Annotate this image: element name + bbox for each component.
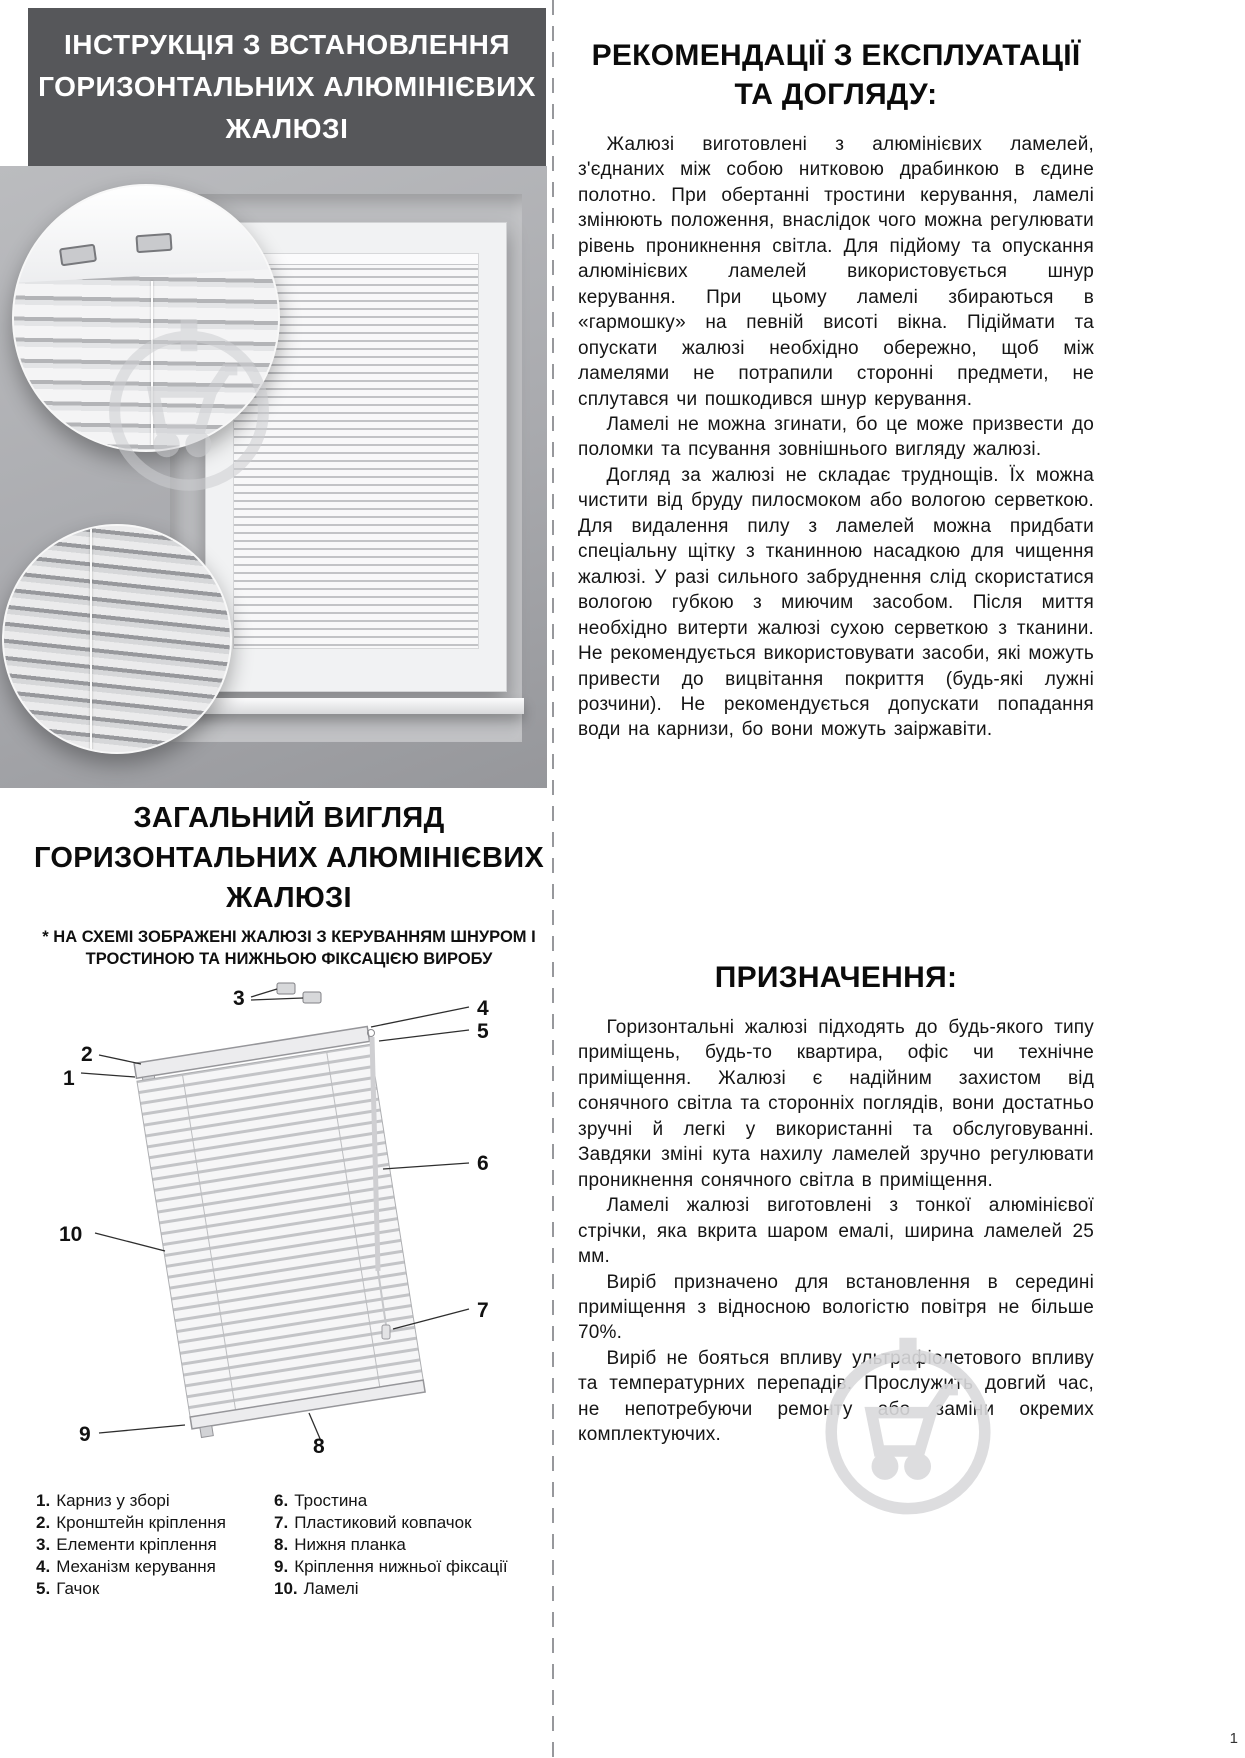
callout-1: 1 [63, 1067, 75, 1090]
overview-title-line: ЗАГАЛЬНИЙ ВИГЛЯД [133, 802, 445, 834]
legend-item-number: 6. [274, 1491, 289, 1510]
plastic-cap [382, 1325, 390, 1339]
legend-item-label: Тростина [294, 1491, 368, 1510]
legend-item-number: 9. [274, 1557, 289, 1576]
overview-note-line: * НА СХЕМІ ЗОБРАЖЕНІ ЖАЛЮЗІ З КЕРУВАННЯМ ШНУРОМ І [42, 928, 536, 946]
callout-2: 2 [81, 1043, 93, 1066]
detail-circle-slats [2, 524, 232, 754]
legend-item [274, 1534, 548, 1556]
mounting-clip-icon [277, 983, 295, 994]
legend-item-label: Кронштейн кріплення [56, 1513, 226, 1532]
legend-item [274, 1512, 548, 1534]
legend-item-label: Кріплення нижньої фіксації [294, 1557, 508, 1576]
installation-photo [0, 166, 547, 788]
callout-8: 8 [313, 1435, 325, 1458]
care-paragraph: Догляд за жалюзі не складає труднощів. Їх можна чистити від бруду пилосмоком або вологою серветкою. Для видалення пилу з ламелей можна придбати спеціальну щітку з тканинною насадкою для чищення жалюзі. У разі сильного забруднення слід скористатися вологою губкою з миючим засобом. Після миття необхідно витерти жалюзі сухою серветкою з тканини. Не рекомендується використовувати засоби, які можуть привести до вицвітання покриття (будь-які лужні розчини). Не рекомендується допускати попадання води на карнизи, бо вони можуть заіржавіти. [578, 464, 1094, 741]
care-title-line: ТА ДОГЛЯДУ: [734, 78, 938, 111]
purpose-paragraph: Виріб призначено для встановлення в середині приміщення з відносною вологістю повітря не більше 70%. [578, 1271, 1094, 1344]
legend-item-label: Карниз у зборі [56, 1491, 170, 1510]
legend-item-label: Нижня планка [294, 1535, 406, 1554]
callout-9: 9 [79, 1423, 91, 1446]
care-section [578, 36, 1094, 743]
legend-item-number: 1. [36, 1491, 51, 1510]
purpose-paragraph: Горизонтальні жалюзі підходять до будь-якого типу приміщень, будь-то квартира, офіс чи технічне приміщення. Жалюзі є надійним захистом від сонячного світла та сторонніх поглядів, вони достатньо зручні й легкі у використанні та обслуговуванні. Завдяки зміні кута нахилу ламелей зручно регулювати проникнення сонячного світла в приміщення. [578, 1017, 1094, 1191]
legend-item-number: 8. [274, 1535, 289, 1554]
purpose-paragraph: Виріб не бояться впливу ультрафіолетового впливу та температурних перепадів. Прослужить довгий час, не непотребуючи ремонту або заміни окремих комплектуючих. [578, 1347, 1094, 1446]
legend-column-1 [36, 1490, 274, 1600]
legend-item-number: 10. [274, 1579, 298, 1598]
legend-item-number: 4. [36, 1557, 51, 1576]
callout-5: 5 [477, 1020, 489, 1043]
legend-item [36, 1578, 274, 1600]
purpose-paragraph: Ламелі жалюзі виготовлені з тонкої алюмінієвої стрічки, яка вкрита шаром емалі, ширина ламелей 25 мм. [578, 1195, 1094, 1268]
care-title [578, 36, 1094, 114]
watermark-logo [96, 314, 282, 500]
callout-7: 7 [477, 1299, 489, 1322]
overview-title-line: ЖАЛЮЗІ [226, 882, 352, 915]
care-paragraph: Ламелі не можна згинати, бо це може призвести до поломки та псування зовнішнього вигляду жалюзі. [578, 413, 1094, 461]
legend-item-label: Механізм керування [56, 1557, 216, 1576]
callout-3: 3 [233, 987, 245, 1010]
watermark-logo [812, 1332, 1004, 1524]
legend-item-number: 2. [36, 1513, 51, 1532]
legend-item [36, 1490, 274, 1512]
legend-item-number: 5. [36, 1579, 51, 1598]
callout-6: 6 [477, 1152, 489, 1175]
overview-title-line: ГОРИЗОНТАЛЬНИХ АЛЮМІНІЄВИХ [34, 842, 544, 875]
legend-item-label: Гачок [56, 1579, 100, 1598]
overview-note [30, 926, 548, 971]
header-title-line: ЖАЛЮЗІ [225, 113, 349, 144]
header-title-line: ІНСТРУКЦІЯ З ВСТАНОВЛЕННЯ [63, 29, 511, 60]
care-paragraph: Жалюзі виготовлені з алюмінієвих ламелей, з'єднаних між собою нитковою драбинкою в єдине полотно. При обертанні тростини керування, ламелі змінюють положення, внаслідок чого можна регулювати рівень проникнення світла. Для підйому та опускання алюмінієвих ламелей використовується шнур керування. При цьому ламелі збираються в «гармошку» на певній висоті вікна. Підіймати та опускати жалюзі необхідно обережно, щоб між ламелями не потрапили сторонні предмети, не сплутався чи пошкодився шнур керування. [578, 134, 1094, 410]
page-number: 1 [1229, 1730, 1238, 1747]
diagram-blinds-body [134, 1027, 427, 1439]
legend-item [36, 1512, 274, 1534]
legend-item-number: 7. [274, 1513, 289, 1532]
column-divider [552, 0, 554, 1758]
legend-item [274, 1578, 548, 1600]
overview-title [30, 798, 548, 918]
diagram-slats [137, 1044, 423, 1417]
legend-item [274, 1490, 548, 1512]
instruction-header [28, 8, 546, 166]
callout-4: 4 [477, 997, 489, 1020]
legend-item-number: 3. [36, 1535, 51, 1554]
ladder-string [90, 526, 92, 752]
diagram-legend [36, 1490, 548, 1600]
diagram-bottom-fixation [200, 1426, 213, 1438]
purpose-title: ПРИЗНАЧЕННЯ: [714, 961, 958, 994]
legend-column-2 [274, 1490, 548, 1600]
overview-note-line: ТРОСТИНОЮ ТА НИЖНЬОЮ ФІКСАЦІЄЮ ВИРОБУ [85, 950, 493, 969]
legend-item [36, 1534, 274, 1556]
legend-item-label: Елементи кріплення [56, 1535, 217, 1554]
legend-item-label: Пластиковий ковпачок [294, 1513, 472, 1532]
header-title-line: ГОРИЗОНТАЛЬНИХ АЛЮМІНІЄВИХ [38, 71, 536, 102]
callout-10: 10 [59, 1223, 83, 1246]
mounting-clip-icon [303, 992, 321, 1003]
blinds-diagram [55, 972, 525, 1484]
slats-closeup [2, 524, 232, 754]
legend-item [274, 1556, 548, 1578]
legend-item-label: Ламелі [303, 1579, 359, 1598]
care-title-line: РЕКОМЕНДАЦІЇ З ЕКСПЛУАТАЦІЇ [591, 39, 1081, 72]
window-sill [188, 698, 524, 714]
legend-item [36, 1556, 274, 1578]
bracket-icon [135, 233, 172, 253]
